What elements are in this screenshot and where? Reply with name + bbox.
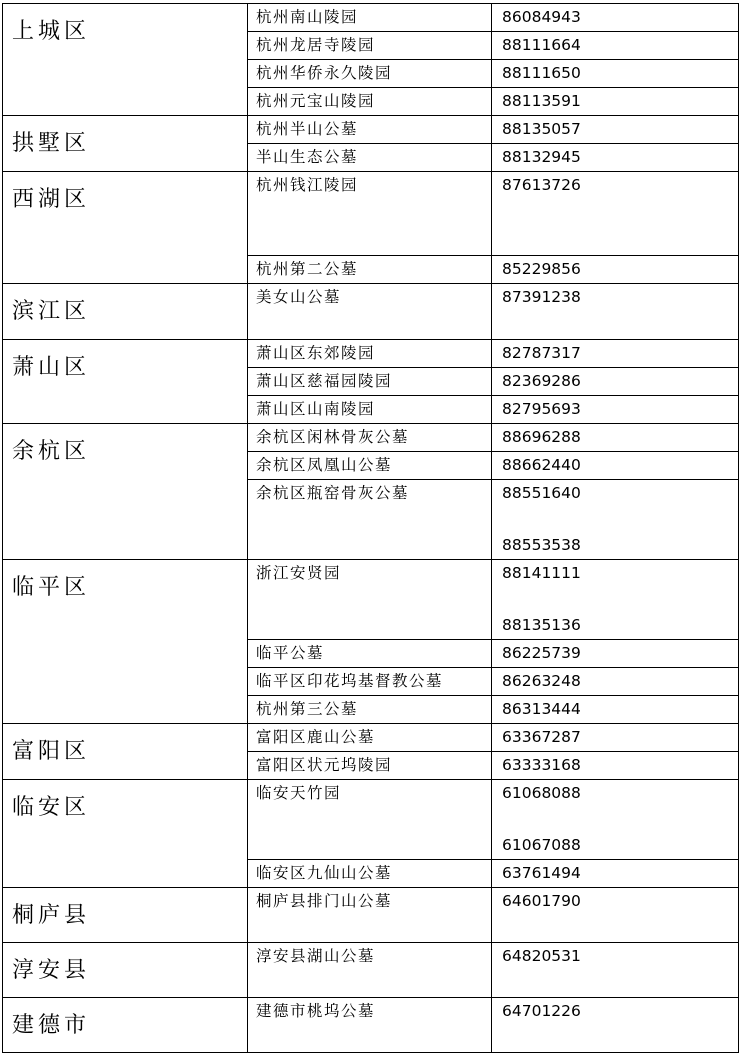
cemetery-name: 杭州龙居寺陵园 — [248, 32, 492, 60]
phone-number: 64601790 — [502, 892, 581, 910]
phone-cell — [492, 668, 739, 696]
phone-cell — [492, 116, 739, 144]
phone-number: 82795693 — [502, 400, 581, 418]
cemetery-name: 萧山区东郊陵园 — [248, 340, 492, 368]
phone-cell — [492, 172, 739, 256]
cemetery-name: 富阳区状元坞陵园 — [248, 752, 492, 780]
phone-number: 86225739 — [502, 644, 581, 662]
phone-cell — [492, 696, 739, 724]
phone-number: 88696288 — [502, 428, 581, 446]
cemetery-name: 萧山区山南陵园 — [248, 396, 492, 424]
phone-number: 86263248 — [502, 672, 581, 690]
phone-number: 63761494 — [502, 864, 581, 882]
phone-number: 85229856 — [502, 260, 581, 278]
phone-cell — [492, 424, 739, 452]
phone-number: 61068088 — [502, 784, 581, 802]
phone-number: 63333168 — [502, 756, 581, 774]
phone-cell — [492, 724, 739, 752]
table-row — [3, 284, 739, 340]
cemetery-name: 余杭区闲林骨灰公墓 — [248, 424, 492, 452]
phone-cell — [492, 60, 739, 88]
phone-number: 64820531 — [502, 947, 581, 965]
table-row — [3, 943, 739, 998]
cemetery-name: 余杭区瓶窑骨灰公墓 — [248, 480, 492, 560]
phone-number: 63367287 — [502, 728, 581, 746]
district-name: 萧山区 — [3, 340, 248, 424]
cemetery-name: 余杭区凤凰山公墓 — [248, 452, 492, 480]
phone-number: 88111664 — [502, 36, 581, 54]
cemetery-name: 半山生态公墓 — [248, 144, 492, 172]
district-name: 西湖区 — [3, 172, 248, 284]
phone-number: 61067088 — [502, 836, 581, 854]
table-row — [3, 4, 739, 32]
district-name: 临平区 — [3, 560, 248, 724]
district-name: 富阳区 — [3, 724, 248, 780]
phone-cell — [492, 480, 739, 560]
phone-cell — [492, 144, 739, 172]
cemetery-name: 杭州元宝山陵园 — [248, 88, 492, 116]
phone-cell — [492, 32, 739, 60]
phone-number: 86313444 — [502, 700, 581, 718]
phone-number: 88662440 — [502, 456, 581, 474]
district-name: 建德市 — [3, 998, 248, 1053]
phone-number: 88135057 — [502, 120, 581, 138]
phone-cell — [492, 752, 739, 780]
phone-cell — [492, 998, 739, 1053]
cemetery-name: 建德市桃坞公墓 — [248, 998, 492, 1053]
cemetery-name: 临安天竹园 — [248, 780, 492, 860]
cemetery-name: 浙江安贤园 — [248, 560, 492, 640]
phone-number: 88111650 — [502, 64, 581, 82]
district-name: 滨江区 — [3, 284, 248, 340]
phone-cell — [492, 284, 739, 340]
cemetery-name: 淳安县湖山公墓 — [248, 943, 492, 998]
phone-cell — [492, 943, 739, 998]
table-row — [3, 888, 739, 943]
table-row — [3, 116, 739, 144]
phone-number: 88132945 — [502, 148, 581, 166]
table-row — [3, 724, 739, 752]
phone-cell — [492, 560, 739, 640]
table-row — [3, 424, 739, 452]
district-name: 淳安县 — [3, 943, 248, 998]
phone-cell — [492, 860, 739, 888]
cemetery-name: 富阳区鹿山公墓 — [248, 724, 492, 752]
phone-number: 64701226 — [502, 1002, 581, 1020]
cemetery-contact-table — [2, 3, 739, 1053]
cemetery-name: 桐庐县排门山公墓 — [248, 888, 492, 943]
phone-number: 82369286 — [502, 372, 581, 390]
table-row — [3, 780, 739, 860]
table-row — [3, 998, 739, 1053]
cemetery-name: 杭州半山公墓 — [248, 116, 492, 144]
cemetery-name: 临安区九仙山公墓 — [248, 860, 492, 888]
cemetery-name: 临平区印花坞基督教公墓 — [248, 668, 492, 696]
cemetery-name: 杭州南山陵园 — [248, 4, 492, 32]
phone-cell — [492, 88, 739, 116]
cemetery-name: 杭州第二公墓 — [248, 256, 492, 284]
phone-number: 88553538 — [502, 536, 581, 554]
phone-number: 87391238 — [502, 288, 581, 306]
phone-number: 88141111 — [502, 564, 581, 582]
cemetery-name: 杭州第三公墓 — [248, 696, 492, 724]
cemetery-name: 美女山公墓 — [248, 284, 492, 340]
district-name: 桐庐县 — [3, 888, 248, 943]
phone-number: 88135136 — [502, 616, 581, 634]
phone-number: 88113591 — [502, 92, 581, 110]
phone-number: 87613726 — [502, 176, 581, 194]
phone-number: 88551640 — [502, 484, 581, 502]
table-body — [3, 4, 739, 1053]
table-row — [3, 340, 739, 368]
cemetery-name: 杭州华侨永久陵园 — [248, 60, 492, 88]
phone-cell — [492, 256, 739, 284]
district-name: 余杭区 — [3, 424, 248, 560]
cemetery-name: 杭州钱江陵园 — [248, 172, 492, 256]
cemetery-name: 临平公墓 — [248, 640, 492, 668]
phone-cell — [492, 368, 739, 396]
phone-number: 82787317 — [502, 344, 581, 362]
table-row — [3, 172, 739, 256]
phone-cell — [492, 452, 739, 480]
phone-cell — [492, 780, 739, 860]
phone-cell — [492, 396, 739, 424]
table-row — [3, 560, 739, 640]
cemetery-name: 萧山区慈福园陵园 — [248, 368, 492, 396]
district-name: 临安区 — [3, 780, 248, 888]
phone-cell — [492, 888, 739, 943]
phone-cell — [492, 640, 739, 668]
phone-cell — [492, 340, 739, 368]
district-name: 上城区 — [3, 4, 248, 116]
district-name: 拱墅区 — [3, 116, 248, 172]
phone-cell — [492, 4, 739, 32]
phone-number: 86084943 — [502, 8, 581, 26]
